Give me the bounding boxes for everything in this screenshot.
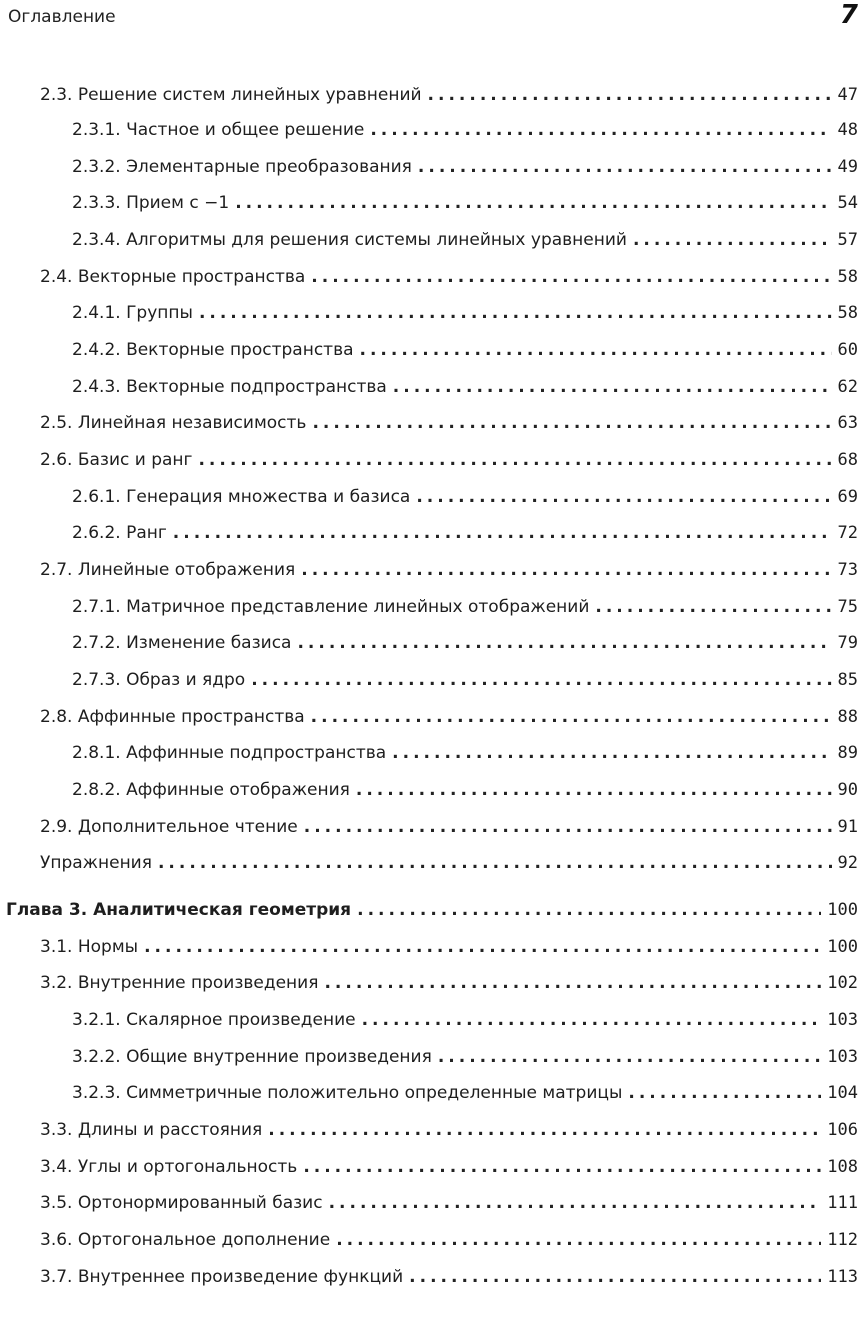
dot-leader bbox=[235, 188, 831, 218]
toc-item[interactable] bbox=[0, 115, 858, 145]
toc-item[interactable] bbox=[0, 738, 858, 768]
toc-item-title: 3.3. Длины и расстояния bbox=[40, 1120, 263, 1140]
toc-item-title: 2.3.1. Частное и общее решение bbox=[72, 120, 365, 140]
toc-item-page: 60 bbox=[837, 340, 858, 360]
dot-leader bbox=[428, 80, 832, 110]
toc-item-title: 2.5. Линейная независимость bbox=[40, 413, 307, 433]
toc-item-page: 112 bbox=[827, 1230, 858, 1250]
toc-item[interactable] bbox=[0, 812, 858, 842]
dot-leader bbox=[324, 968, 821, 998]
toc-item[interactable] bbox=[0, 592, 858, 622]
toc-item[interactable] bbox=[0, 335, 858, 365]
dot-leader bbox=[297, 628, 831, 658]
dot-leader bbox=[336, 1225, 821, 1255]
toc-item-page: 79 bbox=[837, 633, 858, 653]
running-title: Оглавление bbox=[8, 7, 116, 27]
toc-item-page: 58 bbox=[837, 267, 858, 287]
toc-item-page: 100 bbox=[827, 937, 858, 957]
toc-item[interactable] bbox=[0, 1188, 858, 1218]
toc-item-title: 2.4.2. Векторные пространства bbox=[72, 340, 354, 360]
toc-item[interactable] bbox=[0, 262, 858, 292]
toc-item-page: 89 bbox=[837, 743, 858, 763]
toc-item-page: 63 bbox=[837, 413, 858, 433]
toc-item-title: 3.2.2. Общие внутренние произведения bbox=[72, 1047, 432, 1067]
toc-item-page: 68 bbox=[837, 450, 858, 470]
toc-item-title: 2.4.1. Группы bbox=[72, 303, 193, 323]
dot-leader bbox=[392, 738, 831, 768]
toc-item[interactable] bbox=[0, 518, 858, 548]
toc-item-page: 73 bbox=[837, 560, 858, 580]
toc-item[interactable] bbox=[0, 1152, 858, 1182]
toc-item-page: 92 bbox=[837, 853, 858, 873]
dot-leader bbox=[303, 1152, 821, 1182]
toc-item-page: 104 bbox=[827, 1083, 858, 1103]
dot-leader bbox=[312, 408, 831, 438]
toc-item[interactable] bbox=[0, 1115, 858, 1145]
dot-leader bbox=[418, 152, 832, 182]
dot-leader bbox=[301, 555, 831, 585]
toc-item[interactable] bbox=[0, 225, 858, 255]
toc-item-page: 85 bbox=[837, 670, 858, 690]
toc-item[interactable] bbox=[0, 702, 858, 732]
toc-item[interactable] bbox=[0, 482, 858, 512]
toc-item-page: 75 bbox=[837, 597, 858, 617]
dot-leader bbox=[360, 335, 832, 365]
toc-item-title: 3.2.3. Симметричные положительно определенные матрицы bbox=[72, 1083, 623, 1103]
dot-leader bbox=[144, 932, 821, 962]
dot-leader bbox=[370, 115, 831, 145]
toc-item[interactable] bbox=[0, 372, 858, 402]
dot-leader bbox=[199, 298, 832, 328]
toc-item-title: 3.2. Внутренние произведения bbox=[40, 973, 319, 993]
toc-item[interactable] bbox=[0, 188, 858, 218]
toc-item[interactable] bbox=[0, 628, 858, 658]
toc-item-title: 2.8.2. Аффинные отображения bbox=[72, 780, 350, 800]
toc-item[interactable] bbox=[0, 80, 858, 110]
toc-item-title: 2.3. Решение систем линейных уравнений bbox=[40, 85, 422, 105]
toc-item[interactable] bbox=[0, 775, 858, 805]
dot-leader bbox=[438, 1042, 821, 1072]
toc-item-page: 58 bbox=[837, 303, 858, 323]
toc-item[interactable] bbox=[0, 152, 858, 182]
dot-leader bbox=[251, 665, 831, 695]
toc-item-page: 113 bbox=[827, 1267, 858, 1287]
toc-item-title: 2.8.1. Аффинные подпространства bbox=[72, 743, 387, 763]
toc-item-title: 2.7. Линейные отображения bbox=[40, 560, 296, 580]
toc-item-page: 69 bbox=[837, 487, 858, 507]
toc-item-title: Глава 3. Аналитическая геометрия bbox=[6, 900, 352, 920]
toc-item-title: 2.6. Базис и ранг bbox=[40, 450, 193, 470]
toc-item-title: 2.4.3. Векторные подпространства bbox=[72, 377, 387, 397]
toc-item[interactable] bbox=[0, 298, 858, 328]
toc-item-title: 2.7.1. Матричное представление линейных отображений bbox=[72, 597, 590, 617]
dot-leader bbox=[633, 225, 832, 255]
running-head bbox=[0, 0, 864, 40]
dot-leader bbox=[416, 482, 831, 512]
toc-item-page: 103 bbox=[827, 1010, 858, 1030]
toc-item-title: 3.5. Ортонормированный базис bbox=[40, 1193, 323, 1213]
toc-item-title: 2.6.2. Ранг bbox=[72, 523, 167, 543]
toc-item-title: 2.9. Дополнительное чтение bbox=[40, 817, 298, 837]
dot-leader bbox=[304, 812, 832, 842]
toc-item-page: 106 bbox=[827, 1120, 858, 1140]
toc-item[interactable] bbox=[0, 1225, 858, 1255]
toc-item[interactable] bbox=[0, 848, 858, 878]
toc-item[interactable] bbox=[0, 1078, 858, 1108]
toc-item[interactable] bbox=[0, 1042, 858, 1072]
dot-leader bbox=[595, 592, 831, 622]
dot-leader bbox=[356, 775, 832, 805]
dot-leader bbox=[173, 518, 832, 548]
toc-item-title: 2.7.3. Образ и ядро bbox=[72, 670, 246, 690]
dot-leader bbox=[311, 262, 831, 292]
toc-item[interactable] bbox=[0, 932, 858, 962]
toc-item-page: 57 bbox=[837, 230, 858, 250]
toc-item-page: 108 bbox=[827, 1157, 858, 1177]
toc-item[interactable] bbox=[0, 445, 858, 475]
toc-item-title: 2.4. Векторные пространства bbox=[40, 267, 306, 287]
dot-leader bbox=[268, 1115, 821, 1145]
toc-item[interactable] bbox=[0, 1005, 858, 1035]
toc-item[interactable] bbox=[0, 555, 858, 585]
toc-item-page: 62 bbox=[837, 377, 858, 397]
toc-item-title: 2.8. Аффинные пространства bbox=[40, 707, 305, 727]
toc-item-title: 3.1. Нормы bbox=[40, 937, 139, 957]
toc-item-page: 72 bbox=[837, 523, 858, 543]
dot-leader bbox=[311, 702, 832, 732]
dot-leader bbox=[362, 1005, 822, 1035]
dot-leader bbox=[628, 1078, 821, 1108]
toc-item-title: 2.3.4. Алгоритмы для решения системы линейных уравнений bbox=[72, 230, 627, 250]
dot-leader bbox=[198, 445, 831, 475]
dot-leader bbox=[357, 895, 821, 925]
dot-leader bbox=[393, 372, 832, 402]
toc-item-title: 2.6.1. Генерация множества и базиса bbox=[72, 487, 411, 507]
toc-item-page: 100 bbox=[827, 900, 858, 920]
toc-item-title: 2.3.2. Элементарные преобразования bbox=[72, 157, 412, 177]
toc-item-page: 111 bbox=[827, 1193, 858, 1213]
dot-leader bbox=[158, 848, 832, 878]
toc-item-title: 3.4. Углы и ортогональность bbox=[40, 1157, 298, 1177]
toc-item-page: 90 bbox=[837, 780, 858, 800]
toc-item-title: 2.7.2. Изменение базиса bbox=[72, 633, 292, 653]
toc-item[interactable] bbox=[0, 968, 858, 998]
toc-item-title: 3.6. Ортогональное дополнение bbox=[40, 1230, 331, 1250]
dot-leader bbox=[409, 1262, 821, 1292]
toc-item-page: 91 bbox=[837, 817, 858, 837]
toc-item-page: 48 bbox=[837, 120, 858, 140]
toc-item-title: 2.3.3. Прием с −1 bbox=[72, 193, 230, 213]
toc-item[interactable] bbox=[0, 665, 858, 695]
toc-item-title: Упражнения bbox=[40, 853, 152, 873]
toc-item-page: 103 bbox=[827, 1047, 858, 1067]
toc-item-page: 49 bbox=[837, 157, 858, 177]
dot-leader bbox=[329, 1188, 822, 1218]
toc-item-page: 102 bbox=[827, 973, 858, 993]
toc-item[interactable] bbox=[0, 408, 858, 438]
toc-item-page: 88 bbox=[837, 707, 858, 727]
toc-item[interactable] bbox=[0, 1262, 858, 1292]
toc-chapter[interactable] bbox=[0, 895, 858, 925]
toc-item-page: 47 bbox=[837, 85, 858, 105]
toc-item-page: 54 bbox=[837, 193, 858, 213]
toc-item-title: 3.2.1. Скалярное произведение bbox=[72, 1010, 356, 1030]
page-number: 7 bbox=[839, 0, 858, 30]
toc-item-title: 3.7. Внутреннее произведение функций bbox=[40, 1267, 404, 1287]
